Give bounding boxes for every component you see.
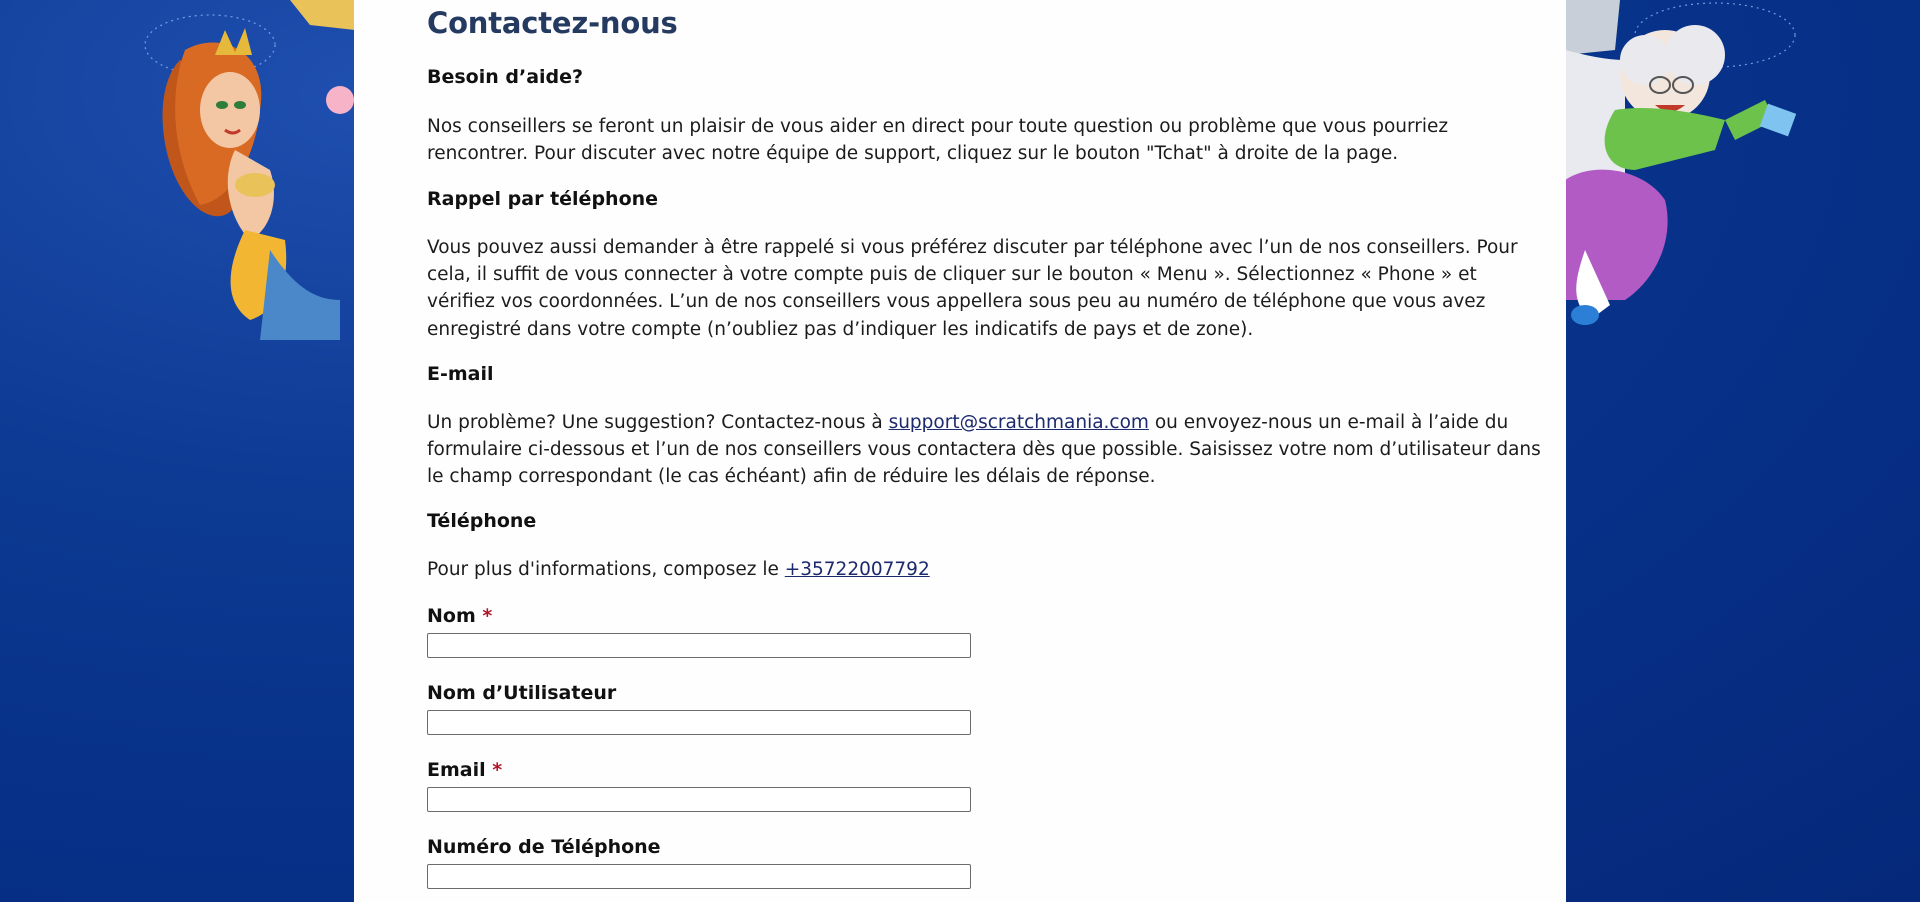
email-heading: E-mail xyxy=(427,363,494,385)
nom-label xyxy=(427,605,492,627)
phone-text xyxy=(427,556,1542,583)
phone-number-link[interactable]: +35722007792 xyxy=(784,559,930,580)
required-marker: * xyxy=(492,759,503,781)
phone-text-before: Pour plus d'informations, composez le xyxy=(427,559,785,580)
help-text: Nos conseillers se feront un plaisir de vous aider en direct pour toute question ou problème que vous pourriez rencontrer. Pour discuter avec notre équipe de support, cliquez sur le bouton "Tchat" à droite de la page. xyxy=(427,116,1449,165)
email-label-text: Email xyxy=(427,759,486,781)
help-heading: Besoin d’aide? xyxy=(427,66,584,88)
username-input[interactable] xyxy=(427,710,971,735)
telephone-label xyxy=(427,836,661,858)
content-panel xyxy=(354,0,1566,902)
nom-input[interactable] xyxy=(427,633,971,658)
telephone-label-text: Numéro de Téléphone xyxy=(427,836,661,858)
grandma-illustration xyxy=(1565,0,1825,340)
email-text xyxy=(427,409,1542,491)
nom-label-text: Nom xyxy=(427,605,476,627)
email-input[interactable] xyxy=(427,787,971,812)
mermaid-illustration xyxy=(140,0,355,340)
telephone-input[interactable] xyxy=(427,864,971,889)
callback-text: Vous pouvez aussi demander à être rappelé si vous préférez discuter par téléphone avec l’un de nos conseillers. Pour cela, il suffit de vous connecter à votre compte puis de cliquer sur le bouton « Menu ». Sélectionnez « Phone » et vérifiez vos coordonnées. L’un de nos conseillers vous appellera sous peu au numéro de téléphone que vous avez enregistré dans votre compte (n’oubliez pas d’indiquer les indicatifs de pays et de zone). xyxy=(427,237,1518,340)
email-label xyxy=(427,759,502,781)
page-title: Contactez-nous xyxy=(427,6,678,40)
username-label-text: Nom d’Utilisateur xyxy=(427,682,617,704)
email-text-before: Un problème? Une suggestion? Contactez-nous à xyxy=(427,412,889,433)
phone-heading: Téléphone xyxy=(427,510,537,532)
required-marker: * xyxy=(482,605,493,627)
support-email-link[interactable]: support@scratchmania.com xyxy=(888,412,1149,433)
callback-heading: Rappel par téléphone xyxy=(427,188,659,210)
username-label xyxy=(427,682,616,704)
email-text-after: ou envoyez-nous un e-mail à l’aide du formulaire ci-dessous et l’un de nos conseillers vous contactera dès que possible. Saisissez votre nom d’utilisateur dans le champ correspondant (le cas échéant) afin de réduire les délais de réponse. xyxy=(427,412,1541,488)
